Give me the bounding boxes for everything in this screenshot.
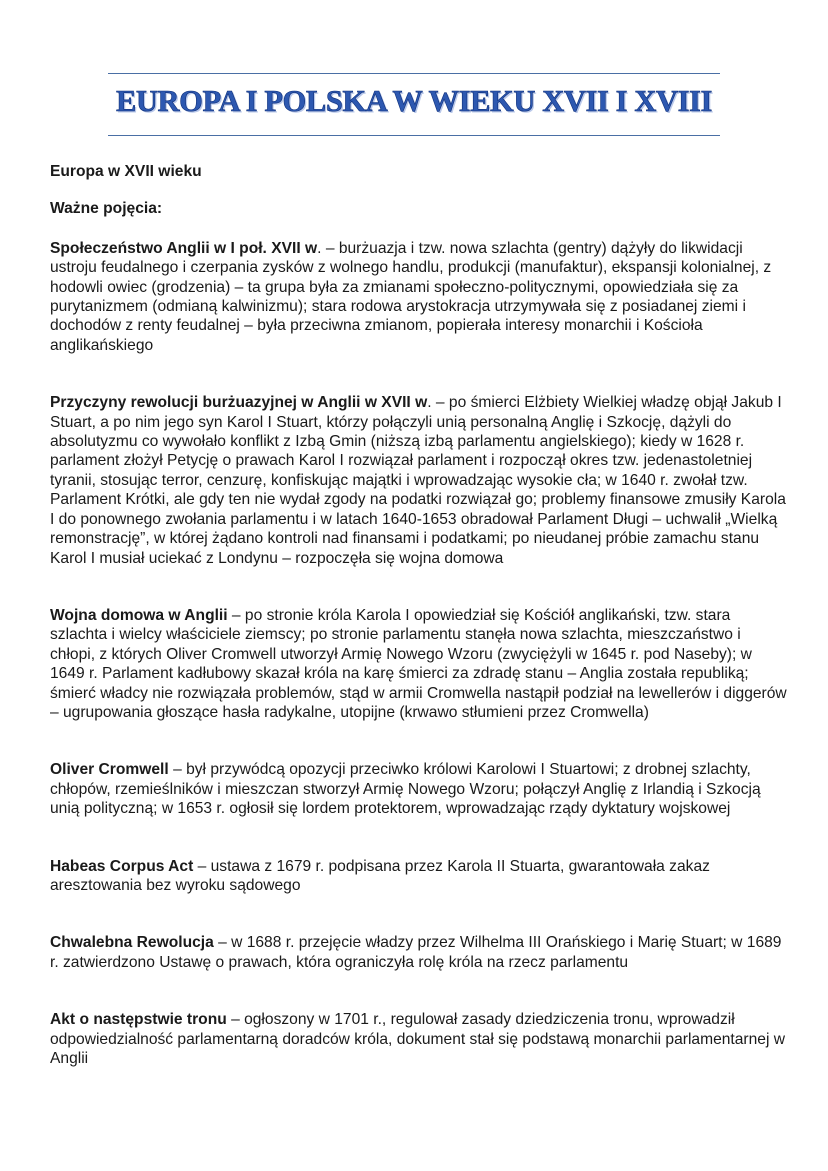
- concept-term: Przyczyny rewolucji burżuazyjnej w Anglii w XVII w: [50, 394, 428, 412]
- concept-term: Wojna domowa w Anglii: [50, 606, 228, 624]
- concept-definition: – po stronie króla Karola I opowiedział się Kościół anglikański, tzw. stara szlachta i wielcy właściciele ziemscy; po stronie parlamentu stanęła nowa szlachta, mieszczaństwo i chłopi, z których Oliver Cromwell utworzył Armię Nowego Wzoru (zwyciężyli w 1645 r. pod Naseby); w 1649 r. Parlament kadłubowy skazał króla na karę śmierci za zdradę stanu – Anglia została republiką; śmierć władcy nie rozwiązała problemów, stąd w armii Cromwella nastąpił podział na lewellerów i diggerów – ugrupowania głoszące hasła radykalne, utopijne (krwawo stłumieni przez Cromwella): [50, 606, 787, 721]
- concept-term: Chwalebna Rewolucja: [50, 934, 214, 952]
- document-body: [50, 162, 790, 1068]
- concept-entry-society: [50, 239, 790, 355]
- concept-term: Oliver Cromwell: [50, 761, 169, 779]
- concept-entry-cromwell: [50, 760, 790, 818]
- concept-definition: – był przywódcą opozycji przeciwko królowi Karolowi I Stuartowi; z drobnej szlachty, chłopów, rzemieślników i mieszczan stworzył Armię Nowego Wzoru; połączył Anglię z Irlandią i Szkocją unią polityczną; w 1653 r. ogłosił się lordem protektorem, wprowadzając rządy dyktatury wojskowej: [50, 761, 761, 818]
- concept-term: Akt o następstwie tronu: [50, 1011, 227, 1029]
- title-top-rule: [108, 73, 720, 74]
- concept-term: Habeas Corpus Act: [50, 857, 194, 875]
- concept-definition: . – po śmierci Elżbiety Wielkiej władzę objął Jakub I Stuart, a po nim jego syn Karol I Stuart, którzy połączyli unią personalną Anglię i Szkocję, dążyli do absolutyzmu co wywołało konflikt z Izbą Gmin (niższą izbą parlamentu angielskiego); kiedy w 1628 r. parlament złożył Petycję o prawach Karol I rozwiązał parlament i rozpoczął okres tzw. jedenastoletniej tyranii, stosując terror, cenzurę, konfiskując majątki i wprowadzając wysokie cła; w 1640 r. zwołał tzw. Parlament Krótki, ale gdy ten nie wydał zgody na podatki rozwiązał go; problemy finansowe zmusiły Karola I do ponownego zwołania parlamentu i w latach 1640-1653 obradował Parlament Długi – uchwalił „Wielką remonstrację”, w której żądano kontroli nad finansami i podatkami; po nieudanej próbie zamachu stanu Karol I musiał uciekać z Londynu – rozpoczęła się wojna domowa: [50, 394, 786, 567]
- concepts-heading: Ważne pojęcia:: [50, 200, 163, 218]
- concept-entry-act-of-settlement: [50, 1010, 790, 1068]
- concept-definition: . – burżuazja i tzw. nowa szlachta (gentry) dążyły do likwidacji ustroju feudalnego i czerpania zysków z wolnego handlu, produkcji (manufaktur), ekspansji kolonialnej, z hodowli owiec (grodzenia) – ta grupa była za zmianami społeczno-politycznymi, opowiedziała się za purytanizmem (odmianą kalwinizmu); stara rodowa arystokracja utrzymywała się z posiadanej ziemi i dochodów z renty feudalnej – była przeciwna zmianom, popierała interesy monarchii i Kościoła anglikańskiego: [50, 239, 772, 354]
- page-title: EUROPA I POLSKA W WIEKU XVII I XVIII: [115, 84, 713, 118]
- concept-definition: – ogłoszony w 1701 r., regulował zasady dziedziczenia tronu, wprowadził odpowiedzialność parlamentarną doradców króla, dokument stał się podstawą monarchii parlamentarnej w Anglii: [50, 1011, 786, 1067]
- concept-definition: – ustawa z 1679 r. podpisana przez Karola II Stuarta, gwarantowała zakaz aresztowania bez wyroku sądowego: [50, 857, 710, 894]
- section-heading: Europa w XVII wieku: [50, 163, 202, 180]
- concept-term: Społeczeństwo Anglii w I poł. XVII w: [50, 239, 318, 257]
- concept-entry-civil-war: [50, 606, 790, 722]
- title-bottom-rule: [108, 135, 720, 136]
- concept-entry-habeas-corpus: [50, 857, 790, 896]
- concept-entry-glorious-revolution: [50, 933, 790, 972]
- concept-entry-revolution-causes: [50, 393, 790, 568]
- concept-definition: – w 1688 r. przejęcie władzy przez Wilhelma III Orańskiego i Marię Stuart; w 1689 r. zatwierdzono Ustawę o prawach, która ograniczyła rolę króla na rzecz parlamentu: [50, 934, 782, 971]
